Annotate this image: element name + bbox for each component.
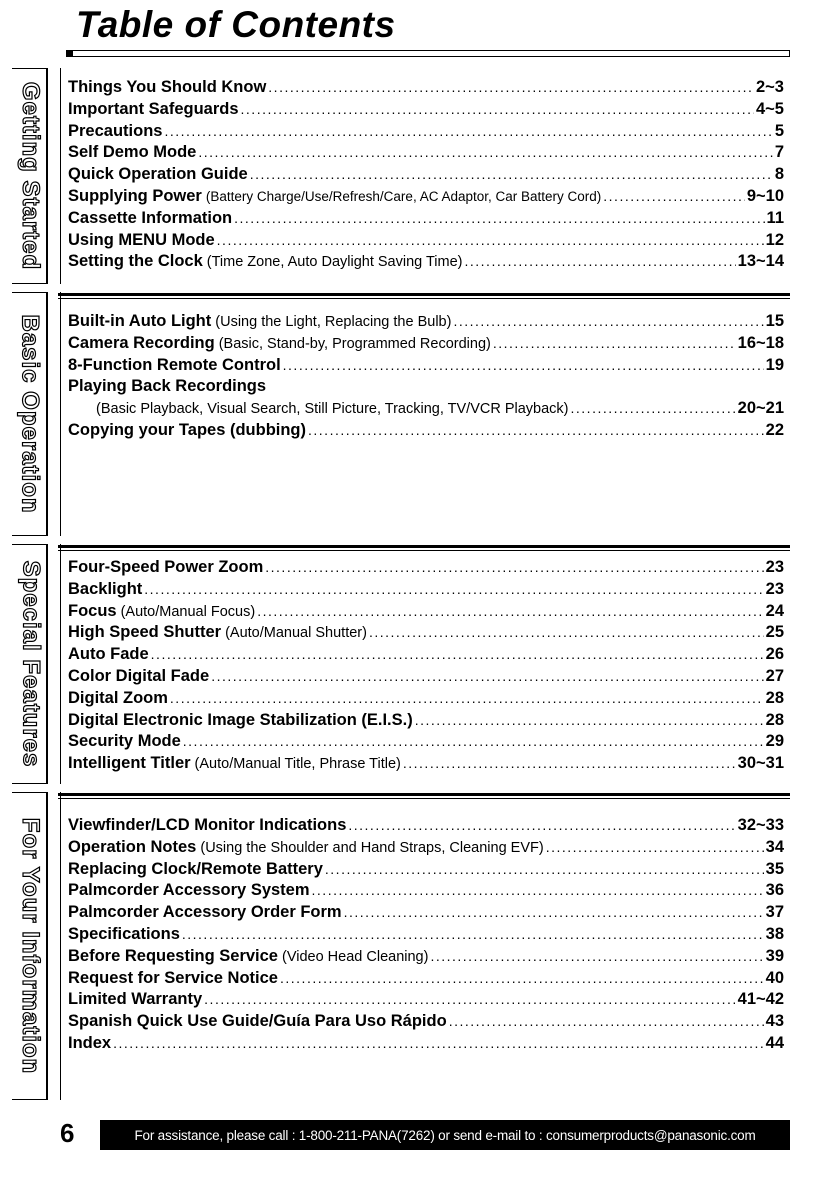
toc-entry[interactable]: Important Safeguards ..... 4~5 bbox=[68, 100, 784, 122]
toc-entry[interactable]: Self Demo Mode ..... 7 bbox=[68, 143, 784, 165]
toc-entry[interactable]: Cassette Information ..... 11 bbox=[68, 209, 784, 231]
section-getting-started bbox=[68, 78, 784, 274]
tab-getting-started[interactable] bbox=[12, 68, 48, 284]
toc-entry[interactable]: Specifications ..... 38 bbox=[68, 925, 784, 947]
section-divider bbox=[60, 792, 61, 1100]
toc-entry[interactable]: Limited Warranty ..... 41~42 bbox=[68, 990, 784, 1012]
toc-entry[interactable]: Color Digital Fade ..... 27 bbox=[68, 667, 784, 689]
footer-contact-bar: For assistance, please call : 1-800-211-PANA(7262) or send e-mail to : consumerproducts@panasonic.com bbox=[100, 1120, 790, 1150]
toc-entry[interactable]: Replacing Clock/Remote Battery ..... 35 bbox=[68, 860, 784, 882]
toc-entry[interactable]: Intelligent Titler (Auto/Manual Title, Phrase Title) ..... 30~31 bbox=[68, 754, 784, 776]
toc-entry[interactable]: Spanish Quick Use Guide/Guía Para Uso Rápido ..... 43 bbox=[68, 1012, 784, 1034]
toc-entry[interactable]: (Basic Playback, Visual Search, Still Picture, Tracking, TV/VCR Playback) ..... 20~21 bbox=[68, 399, 784, 421]
section-basic-operation bbox=[68, 312, 784, 443]
section-divider bbox=[60, 292, 61, 536]
toc-entry[interactable]: Auto Fade ..... 26 bbox=[68, 645, 784, 667]
toc-entry[interactable]: 8-Function Remote Control ..... 19 bbox=[68, 356, 784, 378]
toc-entry[interactable]: Copying your Tapes (dubbing) ..... 22 bbox=[68, 421, 784, 443]
toc-entry[interactable]: Built-in Auto Light (Using the Light, Replacing the Bulb) ..... 15 bbox=[68, 312, 784, 334]
page-number: 6 bbox=[60, 1118, 75, 1148]
toc-entry[interactable]: Backlight ..... 23 bbox=[68, 580, 784, 602]
toc-entry[interactable]: Things You Should Know ..... 2~3 bbox=[68, 78, 784, 100]
section-rule bbox=[58, 793, 790, 799]
toc-entry[interactable]: Security Mode ..... 29 bbox=[68, 732, 784, 754]
toc-entry[interactable]: Index ..... 44 bbox=[68, 1034, 784, 1056]
tab-label: Basic Operation bbox=[17, 314, 44, 514]
toc-entry[interactable]: Quick Operation Guide ..... 8 bbox=[68, 165, 784, 187]
toc-entry[interactable]: Digital Electronic Image Stabilization (E.I.S.) ..... 28 bbox=[68, 711, 784, 733]
tab-label: Special Features bbox=[17, 560, 45, 768]
tab-special-features[interactable] bbox=[12, 544, 48, 784]
tab-label: For Your Information bbox=[17, 817, 44, 1075]
section-for-your-information bbox=[68, 816, 784, 1056]
toc-entry[interactable]: Focus (Auto/Manual Focus) ..... 24 bbox=[68, 602, 784, 624]
page-title: Table of Contents bbox=[76, 4, 396, 45]
tab-for-your-information[interactable] bbox=[12, 792, 48, 1100]
section-rule bbox=[58, 293, 790, 299]
section-divider bbox=[60, 544, 61, 784]
section-special-features bbox=[68, 558, 784, 776]
toc-entry[interactable]: Palmcorder Accessory System ..... 36 bbox=[68, 881, 784, 903]
toc-entry[interactable]: Palmcorder Accessory Order Form ..... 37 bbox=[68, 903, 784, 925]
toc-entry[interactable]: Supplying Power (Battery Charge/Use/Refresh/Care, AC Adaptor, Car Battery Cord) ..... 9~10 bbox=[68, 187, 784, 209]
toc-entry[interactable]: Before Requesting Service (Video Head Cleaning) ..... 39 bbox=[68, 947, 784, 969]
section-rule bbox=[58, 545, 790, 551]
toc-entry[interactable]: Viewfinder/LCD Monitor Indications ..... 32~33 bbox=[68, 816, 784, 838]
tab-label: Getting Started bbox=[17, 81, 44, 271]
toc-entry[interactable]: Camera Recording (Basic, Stand-by, Programmed Recording) ..... 16~18 bbox=[68, 334, 784, 356]
toc-entry[interactable]: Digital Zoom ..... 28 bbox=[68, 689, 784, 711]
toc-entry[interactable]: Request for Service Notice ..... 40 bbox=[68, 969, 784, 991]
tab-basic-operation[interactable] bbox=[12, 292, 48, 536]
toc-entry[interactable]: Operation Notes (Using the Shoulder and Hand Straps, Cleaning EVF) ..... 34 bbox=[68, 838, 784, 860]
section-divider bbox=[60, 68, 61, 284]
toc-entry[interactable]: Precautions ..... 5 bbox=[68, 122, 784, 144]
title-underline bbox=[66, 50, 790, 57]
toc-entry[interactable]: Using MENU Mode ..... 12 bbox=[68, 231, 784, 253]
toc-entry[interactable]: Four-Speed Power Zoom ..... 23 bbox=[68, 558, 784, 580]
toc-entry[interactable]: High Speed Shutter (Auto/Manual Shutter) ..... 25 bbox=[68, 623, 784, 645]
toc-entry[interactable]: Setting the Clock (Time Zone, Auto Daylight Saving Time) ..... 13~14 bbox=[68, 252, 784, 274]
toc-entry[interactable]: Playing Back Recordings bbox=[68, 377, 267, 396]
